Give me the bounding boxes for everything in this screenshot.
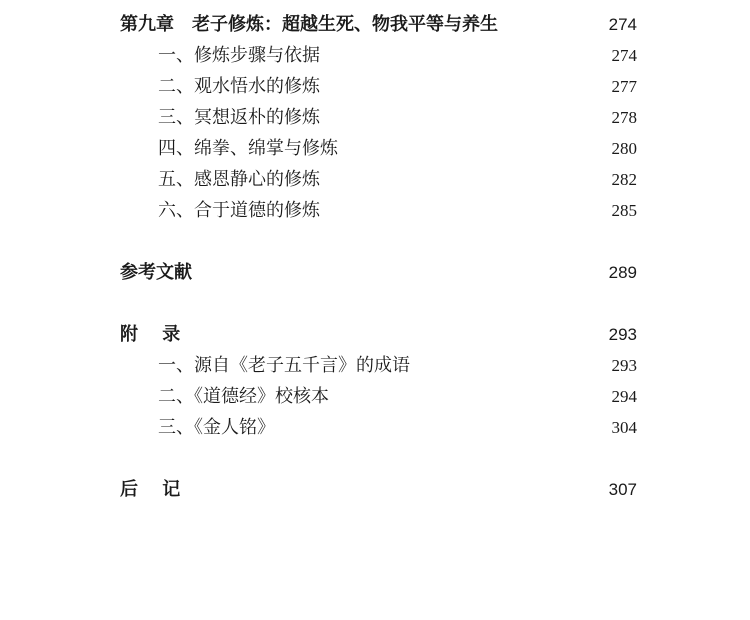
toc-entry-section	[0, 381, 750, 412]
page-number: 274	[611, 46, 637, 65]
section-title: 五、感恩静心的修炼	[158, 169, 320, 190]
toc-entry-references	[0, 257, 750, 288]
toc-entry-section	[0, 350, 750, 381]
toc-entry-section	[0, 102, 750, 133]
page-number: 289	[608, 263, 637, 282]
page-number: 293	[611, 356, 637, 375]
chapter-title: 第九章 老子修炼：超越生死、物我平等与养生	[120, 14, 498, 35]
toc-entry-section	[0, 164, 750, 195]
toc-entry-section	[0, 195, 750, 226]
section-title: 一、修炼步骤与依据	[158, 45, 320, 66]
appendix-title: 附 录	[120, 324, 190, 345]
afterword-title: 后 记	[120, 479, 190, 500]
section-title: 二、观水悟水的修炼	[158, 76, 320, 97]
toc-entry-afterword	[0, 474, 750, 505]
toc-entry-chapter9	[0, 9, 750, 40]
page-number: 277	[611, 77, 637, 96]
section-title: 四、绵拳、绵掌与修炼	[158, 138, 338, 159]
page-number: 280	[611, 139, 637, 158]
page-number: 304	[611, 418, 637, 437]
toc-entry-section	[0, 133, 750, 164]
page-number: 285	[611, 201, 637, 220]
page-number: 294	[611, 387, 637, 406]
page-number: 282	[611, 170, 637, 189]
page-number: 278	[611, 108, 637, 127]
page-number: 293	[608, 325, 637, 344]
section-title: 一、源自《老子五千言》的成语	[158, 355, 410, 376]
toc-entry-section	[0, 412, 750, 443]
toc-entry-section	[0, 71, 750, 102]
toc-entry-appendix	[0, 319, 750, 350]
section-title: 六、合于道德的修炼	[158, 200, 320, 221]
references-title: 参考文献	[120, 262, 192, 283]
toc-entry-section	[0, 40, 750, 71]
section-title: 三、《金人铭》	[158, 417, 275, 438]
section-title: 二、《道德经》校核本	[158, 386, 329, 407]
section-title: 三、冥想返朴的修炼	[158, 107, 320, 128]
page-number: 274	[608, 15, 637, 34]
page-number: 307	[608, 480, 637, 499]
